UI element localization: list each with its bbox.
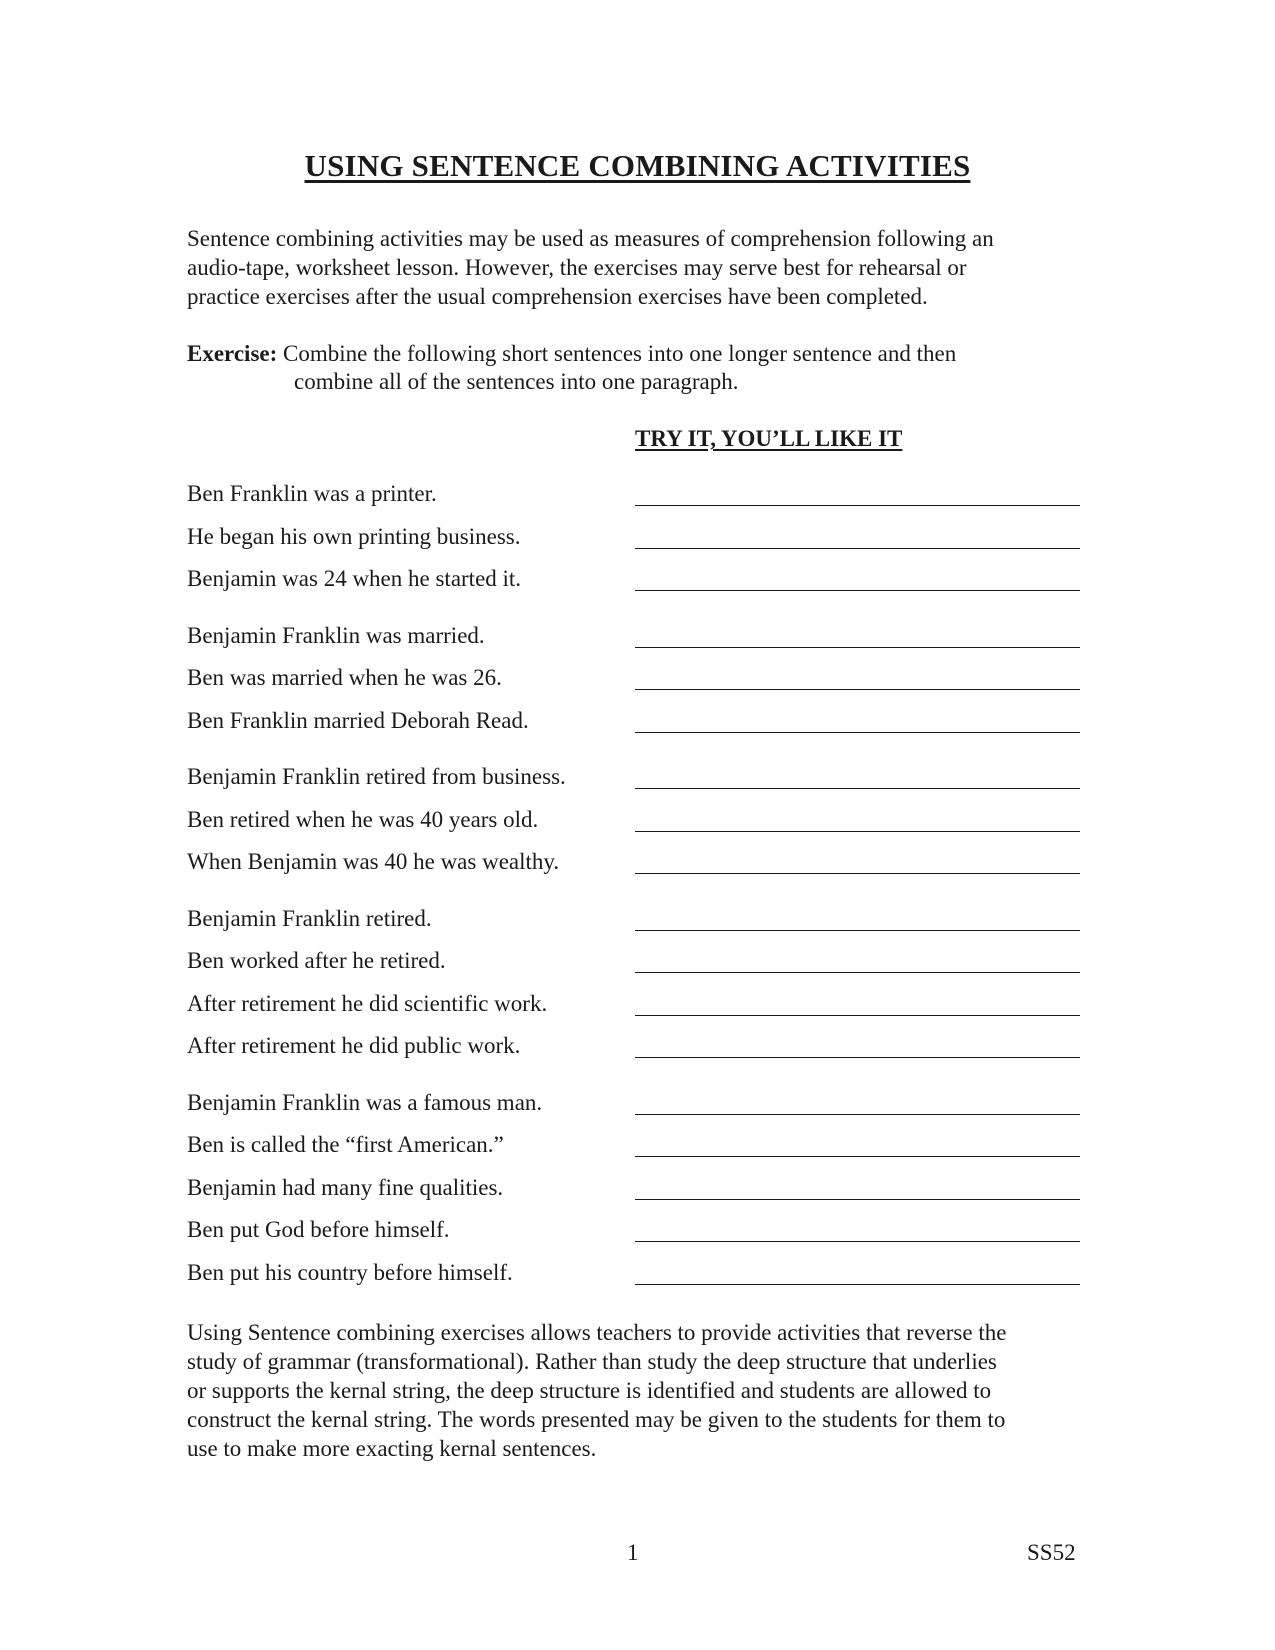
sentence-text: Ben Franklin married Deborah Read. bbox=[187, 707, 529, 733]
sentence-row bbox=[187, 1174, 1087, 1217]
answer-blank-line[interactable] bbox=[635, 972, 1080, 973]
answer-blank-line[interactable] bbox=[635, 1241, 1080, 1242]
answer-blank-line[interactable] bbox=[635, 689, 1080, 690]
sentence-text: Ben retired when he was 40 years old. bbox=[187, 806, 539, 832]
sentence-row bbox=[187, 806, 1087, 849]
sentence-text: Benjamin was 24 when he started it. bbox=[187, 566, 522, 591]
sentence-row bbox=[187, 905, 1087, 948]
exercise-instructions bbox=[187, 340, 1087, 396]
sentence-text: Ben put his country before himself. bbox=[187, 1259, 513, 1285]
sentence-text: Ben was married when he was 26. bbox=[187, 665, 502, 690]
sentence-row bbox=[187, 622, 1087, 665]
intro-paragraph bbox=[187, 224, 1087, 311]
sentence-text: Benjamin Franklin was a famous man. bbox=[187, 1089, 543, 1115]
closing-line: study of grammar (transformational). Rather than study the deep structure that underlies bbox=[187, 1349, 997, 1374]
sentence-row bbox=[187, 1032, 1087, 1075]
intro-line: practice exercises after the usual comprehension exercises have been completed. bbox=[187, 284, 928, 309]
sentence-row bbox=[187, 848, 1087, 891]
sentence-text: After retirement he did public work. bbox=[187, 1033, 521, 1058]
answer-blank-line[interactable] bbox=[635, 788, 1080, 789]
sentence-row bbox=[187, 1259, 1087, 1302]
sentence-text: After retirement he did scientific work. bbox=[187, 990, 548, 1016]
answer-blank-line[interactable] bbox=[635, 1114, 1080, 1115]
sentence-text: Benjamin Franklin retired from business. bbox=[187, 764, 566, 789]
closing-line: construct the kernal string. The words presented may be given to the students for them to bbox=[187, 1407, 1006, 1432]
sentence-text: Ben worked after he retired. bbox=[187, 948, 446, 973]
answer-blank-line[interactable] bbox=[635, 590, 1080, 591]
answer-blank-line[interactable] bbox=[635, 732, 1080, 733]
page-title: USING SENTENCE COMBINING ACTIVITIES bbox=[304, 148, 971, 183]
answer-blank-line[interactable] bbox=[635, 1057, 1080, 1058]
answer-blank-line[interactable] bbox=[635, 1156, 1080, 1157]
sentence-groups bbox=[187, 480, 1087, 1315]
sentence-text: Benjamin Franklin was married. bbox=[187, 622, 485, 648]
sentence-row bbox=[187, 664, 1087, 707]
sentence-group bbox=[187, 622, 1087, 750]
sentence-row bbox=[187, 1131, 1087, 1174]
sentence-text: Benjamin Franklin retired. bbox=[187, 905, 432, 931]
intro-line: audio-tape, worksheet lesson. However, the exercises may serve best for rehearsal or bbox=[187, 255, 967, 280]
answer-blank-line[interactable] bbox=[635, 873, 1080, 874]
sentence-row bbox=[187, 523, 1087, 566]
answer-blank-line[interactable] bbox=[635, 1015, 1080, 1016]
answer-blank-line[interactable] bbox=[635, 647, 1080, 648]
answer-blank-line[interactable] bbox=[635, 1284, 1080, 1285]
exercise-text-1: Combine the following short sentences into one longer sentence and then bbox=[277, 341, 957, 366]
closing-line: Using Sentence combining exercises allows teachers to provide activities that reverse the bbox=[187, 1320, 1007, 1345]
sentence-row bbox=[187, 1089, 1087, 1132]
closing-line: use to make more exacting kernal sentences. bbox=[187, 1436, 597, 1461]
closing-line: or supports the kernal string, the deep structure is identified and students are allowed to bbox=[187, 1378, 992, 1403]
sentence-text: Ben is called the “first American.” bbox=[187, 1132, 504, 1157]
sentence-row bbox=[187, 565, 1087, 608]
sentence-text: When Benjamin was 40 he was wealthy. bbox=[187, 849, 560, 874]
sentence-row bbox=[187, 707, 1087, 750]
section-title: TRY IT, YOU’LL LIKE IT bbox=[635, 426, 903, 451]
answer-blank-line[interactable] bbox=[635, 505, 1080, 506]
sentence-row bbox=[187, 990, 1087, 1033]
sentence-row bbox=[187, 947, 1087, 990]
sentence-text: Ben put God before himself. bbox=[187, 1217, 450, 1242]
sentence-group bbox=[187, 480, 1087, 608]
closing-paragraph bbox=[187, 1318, 1087, 1463]
answer-blank-line[interactable] bbox=[635, 548, 1080, 549]
document-code: SS52 bbox=[1027, 1540, 1076, 1565]
sentence-row bbox=[187, 480, 1087, 523]
exercise-line-1 bbox=[187, 340, 1087, 368]
sentence-text: He began his own printing business. bbox=[187, 523, 521, 549]
intro-line: Sentence combining activities may be used as measures of comprehension following an bbox=[187, 226, 994, 251]
answer-blank-line[interactable] bbox=[635, 930, 1080, 931]
page-number: 1 bbox=[627, 1540, 639, 1565]
exercise-text-2: combine all of the sentences into one paragraph. bbox=[294, 369, 739, 394]
exercise-label: Exercise: bbox=[187, 341, 278, 366]
sentence-text: Ben Franklin was a printer. bbox=[187, 481, 437, 506]
sentence-row bbox=[187, 763, 1087, 806]
sentence-group bbox=[187, 763, 1087, 891]
sentence-text: Benjamin had many fine qualities. bbox=[187, 1174, 504, 1200]
answer-blank-line[interactable] bbox=[635, 1199, 1080, 1200]
sentence-group bbox=[187, 905, 1087, 1075]
sentence-row bbox=[187, 1216, 1087, 1259]
answer-blank-line[interactable] bbox=[635, 831, 1080, 832]
sentence-group bbox=[187, 1089, 1087, 1302]
